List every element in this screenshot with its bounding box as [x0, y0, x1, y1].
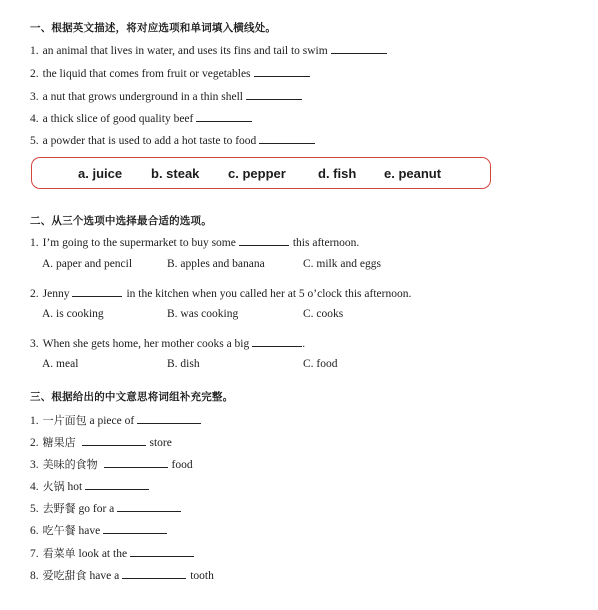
word-bank-option: a. juice [78, 166, 123, 181]
option-b[interactable]: B. apples and banana [167, 258, 265, 270]
word-bank-option: b. steak [151, 166, 200, 181]
item-text: a powder that is used to add a hot taste to food [42, 135, 257, 147]
s3-item-2 [30, 434, 172, 450]
question-text: this afternoon. [292, 237, 360, 249]
item-number: 3. [30, 459, 39, 471]
phrase-text: store [149, 437, 172, 449]
answer-blank[interactable] [239, 235, 289, 246]
item-text: the liquid that comes from fruit or vegetables [42, 68, 251, 80]
item-number: 2. [30, 68, 39, 80]
chinese-meaning: 吃午餐 [42, 524, 76, 537]
option-c[interactable]: C. milk and eggs [303, 258, 381, 270]
phrase-text: a piece of [89, 415, 135, 427]
question-text: in the kitchen when you called her at 5 o’clock this afternoon. [126, 288, 412, 300]
answer-blank[interactable] [331, 43, 387, 54]
s1-item-5 [30, 133, 315, 147]
answer-blank[interactable] [246, 89, 302, 100]
answer-blank[interactable] [117, 501, 181, 512]
chinese-meaning: 糖果店 [42, 436, 76, 449]
s3-item-6 [30, 522, 167, 538]
phrase-text: go for a [78, 503, 115, 515]
word-bank-option: d. fish [318, 166, 357, 181]
answer-blank[interactable] [196, 111, 252, 122]
item-text: a nut that grows underground in a thin shell [42, 91, 243, 103]
option-a[interactable]: A. meal [42, 358, 79, 370]
option-b[interactable]: B. dish [167, 358, 200, 370]
s2-question-1 [30, 235, 359, 249]
answer-blank[interactable] [254, 66, 310, 77]
option-a[interactable]: A. is cooking [42, 308, 104, 320]
answer-blank[interactable] [252, 336, 302, 347]
s2-question-3 [30, 336, 305, 350]
option-b[interactable]: B. was cooking [167, 308, 239, 320]
s3-item-3 [30, 456, 193, 472]
s3-item-5 [30, 500, 181, 516]
item-number: 7. [30, 548, 39, 560]
s1-item-4 [30, 111, 252, 125]
answer-blank[interactable] [85, 479, 149, 490]
chinese-meaning: 火锅 [42, 480, 65, 493]
phrase-text: food [171, 459, 193, 471]
item-number: 1. [30, 415, 39, 427]
item-text: a thick slice of good quality beef [42, 113, 194, 125]
question-number: 1. [30, 237, 39, 249]
option-c[interactable]: C. cooks [303, 308, 344, 320]
chinese-meaning: 去野餐 [42, 502, 76, 515]
item-text: an animal that lives in water, and uses its fins and tail to swim [42, 45, 328, 57]
chinese-meaning: 美味的食物 [42, 458, 98, 471]
item-number: 5. [30, 135, 39, 147]
s1-item-3 [30, 89, 302, 103]
phrase-text: look at the [78, 548, 128, 560]
phrase-text: have a [89, 570, 120, 582]
chinese-meaning: 看菜单 [42, 547, 76, 560]
option-a[interactable]: A. paper and pencil [42, 258, 133, 270]
section-3-heading: 三、根据给出的中文意思将词组补充完整。 [30, 391, 234, 403]
answer-blank[interactable] [130, 546, 194, 557]
answer-blank[interactable] [259, 133, 315, 144]
item-number: 3. [30, 91, 39, 103]
item-number: 8. [30, 570, 39, 582]
question-text: I’m going to the supermarket to buy some [42, 237, 236, 249]
item-number: 5. [30, 503, 39, 515]
s3-item-1 [30, 412, 201, 428]
question-number: 3. [30, 338, 39, 350]
question-text: Jenny [42, 288, 70, 300]
s1-item-2 [30, 66, 310, 80]
chinese-meaning: 一片面包 [42, 414, 87, 427]
answer-blank[interactable] [104, 457, 168, 468]
phrase-text: have [78, 525, 101, 537]
item-number: 1. [30, 45, 39, 57]
answer-blank[interactable] [122, 568, 186, 579]
item-number: 2. [30, 437, 39, 449]
question-text: When she gets home, her mother cooks a big [42, 338, 250, 350]
s3-item-8 [30, 567, 214, 583]
s2-question-2 [30, 286, 411, 300]
question-number: 2. [30, 288, 39, 300]
phrase-text: tooth [190, 570, 214, 582]
section-2-heading: 二、从三个选项中选择最合适的选项。 [30, 215, 212, 227]
answer-blank[interactable] [82, 435, 146, 446]
s3-item-7 [30, 545, 194, 561]
item-number: 6. [30, 525, 39, 537]
item-number: 4. [30, 481, 39, 493]
s1-item-1 [30, 43, 387, 57]
word-bank-option: c. pepper [228, 166, 286, 181]
word-bank-option: e. peanut [384, 166, 442, 181]
question-text: . [302, 338, 306, 350]
s3-item-4 [30, 478, 149, 494]
phrase-text: hot [67, 481, 83, 493]
answer-blank[interactable] [137, 413, 201, 424]
option-c[interactable]: C. food [303, 358, 338, 370]
answer-blank[interactable] [72, 286, 122, 297]
section-1-heading: 一、根据英文描述，将对应选项和单词填入横线处。 [30, 22, 277, 34]
chinese-meaning: 爱吃甜食 [42, 569, 87, 582]
answer-blank[interactable] [103, 523, 167, 534]
item-number: 4. [30, 113, 39, 125]
